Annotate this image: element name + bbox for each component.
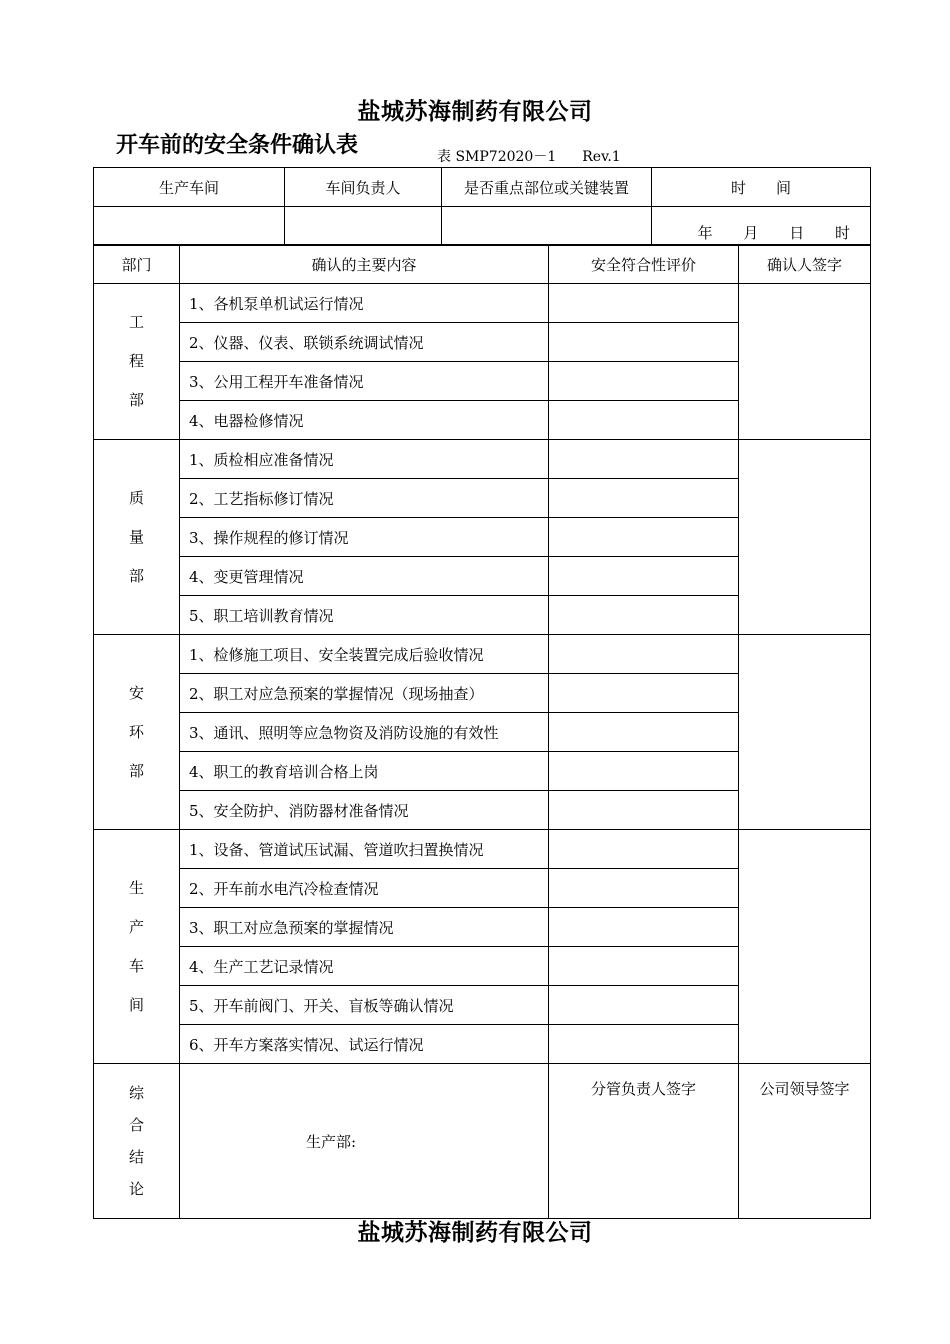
company-name-header: 盐城苏海制药有限公司 <box>357 98 593 125</box>
workshop-label: 生产车间 <box>94 168 285 207</box>
conclusion-row <box>94 1064 871 1219</box>
header-info-table <box>93 167 871 246</box>
dept-char: 论 <box>128 1180 144 1198</box>
dept-char: 合 <box>128 1116 144 1134</box>
dept-char: 质 <box>128 488 144 507</box>
check-item: 3、公用工程开车准备情况 <box>180 362 549 401</box>
date-field[interactable] <box>652 207 871 246</box>
check-item: 1、质检相应准备情况 <box>180 440 549 479</box>
date-unit-day: 日 <box>789 224 805 242</box>
col-header-dept: 部门 <box>94 245 180 284</box>
check-item: 5、安全防护、消防器材准备情况 <box>180 791 549 830</box>
confirmation-table <box>93 244 871 1219</box>
dept-char: 产 <box>128 917 144 936</box>
evaluation-cell[interactable] <box>549 557 739 596</box>
dept-char: 部 <box>128 566 144 585</box>
dept-char: 部 <box>128 761 144 780</box>
leader-signature-cell[interactable]: 公司领导签字 <box>739 1064 871 1219</box>
production-conclusion-cell[interactable]: 生产部: <box>180 1064 549 1219</box>
check-item: 5、开车前阀门、开关、盲板等确认情况 <box>180 986 549 1025</box>
form-revision: Rev.1 <box>582 149 621 165</box>
evaluation-cell[interactable] <box>549 752 739 791</box>
evaluation-cell[interactable] <box>549 713 739 752</box>
dept-char: 工 <box>128 313 144 331</box>
evaluation-cell[interactable] <box>549 284 739 323</box>
dept-cell-quality <box>94 440 180 635</box>
evaluation-cell[interactable] <box>549 947 739 986</box>
form-number: 表 SMP72020－1 <box>437 149 557 165</box>
check-item: 5、职工培训教育情况 <box>180 596 549 635</box>
table-row <box>94 284 871 323</box>
evaluation-cell[interactable] <box>549 674 739 713</box>
dept-cell-conclusion <box>94 1064 180 1219</box>
dept-cell-safety-environment <box>94 635 180 830</box>
check-item: 6、开车方案落实情况、试运行情况 <box>180 1025 549 1064</box>
workshop-field[interactable] <box>94 207 285 246</box>
evaluation-cell[interactable] <box>549 635 739 674</box>
dept-cell-production-workshop <box>94 830 180 1064</box>
dept-char: 综 <box>128 1084 144 1102</box>
check-item: 3、操作规程的修订情况 <box>180 518 549 557</box>
table-row <box>94 635 871 674</box>
check-item: 1、检修施工项目、安全装置完成后验收情况 <box>180 635 549 674</box>
signature-cell-production-workshop[interactable] <box>739 830 871 1064</box>
manager-field[interactable] <box>285 207 442 246</box>
signature-cell-engineering[interactable] <box>739 284 871 440</box>
dept-char: 车 <box>128 956 144 975</box>
supervisor-signature-cell[interactable]: 分管负责人签字 <box>549 1064 739 1219</box>
check-item: 3、通讯、照明等应急物资及消防设施的有效性 <box>180 713 549 752</box>
form-code <box>437 146 621 166</box>
date-unit-hour: 时 <box>834 224 850 242</box>
date-unit-month: 月 <box>743 224 759 242</box>
col-header-content: 确认的主要内容 <box>180 245 549 284</box>
dept-char: 生 <box>128 878 144 897</box>
col-header-evaluation: 安全符合性评价 <box>549 245 739 284</box>
check-item: 4、电器检修情况 <box>180 401 549 440</box>
check-item: 4、职工的教育培训合格上岗 <box>180 752 549 791</box>
dept-cell-engineering <box>94 284 180 440</box>
signature-cell-quality[interactable] <box>739 440 871 635</box>
check-item: 2、开车前水电汽冷检查情况 <box>180 869 549 908</box>
evaluation-cell[interactable] <box>549 440 739 479</box>
evaluation-cell[interactable] <box>549 791 739 830</box>
dept-char: 间 <box>128 995 144 1014</box>
evaluation-cell[interactable] <box>549 596 739 635</box>
check-item: 1、各机泵单机试运行情况 <box>180 284 549 323</box>
evaluation-cell[interactable] <box>549 401 739 440</box>
evaluation-cell[interactable] <box>549 908 739 947</box>
table-row <box>94 440 871 479</box>
check-item: 1、设备、管道试压试漏、管道吹扫置换情况 <box>180 830 549 869</box>
signature-cell-safety-environment[interactable] <box>739 635 871 830</box>
key-unit-label: 是否重点部位或关键装置 <box>442 168 652 207</box>
dept-char: 环 <box>128 722 144 741</box>
key-unit-field[interactable] <box>442 207 652 246</box>
dept-char: 部 <box>128 391 144 409</box>
manager-label: 车间负责人 <box>285 168 442 207</box>
dept-char: 安 <box>128 683 144 702</box>
check-item: 2、仪器、仪表、联锁系统调试情况 <box>180 323 549 362</box>
time-label: 时 间 <box>652 168 871 207</box>
col-header-signature: 确认人签字 <box>739 245 871 284</box>
form-title: 开车前的安全条件确认表 <box>116 132 359 158</box>
dept-char: 程 <box>128 352 144 370</box>
dept-char: 量 <box>128 527 144 546</box>
date-unit-year: 年 <box>697 224 713 242</box>
check-item: 3、职工对应急预案的掌握情况 <box>180 908 549 947</box>
check-item: 2、职工对应急预案的掌握情况（现场抽查） <box>180 674 549 713</box>
evaluation-cell[interactable] <box>549 830 739 869</box>
evaluation-cell[interactable] <box>549 869 739 908</box>
table-row <box>94 830 871 869</box>
evaluation-cell[interactable] <box>549 479 739 518</box>
check-item: 2、工艺指标修订情况 <box>180 479 549 518</box>
evaluation-cell[interactable] <box>549 1025 739 1064</box>
company-name-footer: 盐城苏海制药有限公司 <box>357 1219 593 1246</box>
dept-char: 结 <box>128 1148 144 1166</box>
check-item: 4、变更管理情况 <box>180 557 549 596</box>
evaluation-cell[interactable] <box>549 362 739 401</box>
evaluation-cell[interactable] <box>549 323 739 362</box>
evaluation-cell[interactable] <box>549 518 739 557</box>
check-item: 4、生产工艺记录情况 <box>180 947 549 986</box>
evaluation-cell[interactable] <box>549 986 739 1025</box>
